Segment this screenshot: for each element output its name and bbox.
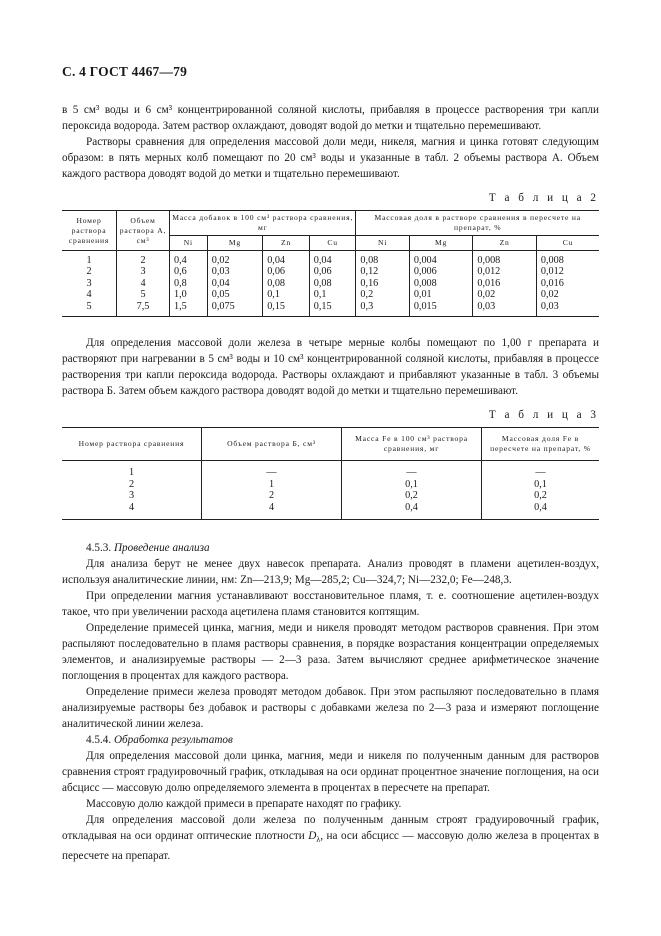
- table-cell: 0,1: [534, 478, 547, 490]
- table-cell: 0,8: [170, 278, 208, 290]
- paragraph-1: в 5 см³ воды и 6 см³ концентрированной соляной кислоты, прибавляя в процессе растворения три капли пероксида водорода. Затем раствор охлаждают, доводят водой до метки и тщательно перемешивают.: [62, 104, 599, 132]
- table-cell: 0,03: [540, 300, 559, 312]
- t3-header-mass: Масса Fe в 100 см³ раствора сравнения, мг: [342, 427, 482, 460]
- page-header: С. 4 ГОСТ 4467—79: [62, 64, 188, 79]
- table-cell: 0,004: [409, 255, 473, 267]
- table-cell: 0,016: [540, 277, 564, 289]
- table-cell: 0,2: [356, 289, 409, 301]
- paragraph-5: При определении магния устанавливают восстановительное пламя, т. е. соотношение ацетилен-воздух такое, что при увеличении расхода ацетилена пламя становится коптящим.: [62, 590, 599, 619]
- section-number: 4.5.4.: [86, 734, 112, 747]
- table-cell: 0,1: [309, 289, 356, 301]
- section-title: Обработка результатов: [113, 734, 233, 747]
- table-row: [62, 301, 599, 313]
- table-3: [62, 427, 599, 520]
- paragraph-8: Для определения массовой доли цинка, магния, меди и никеля по полученным данным для растворов сравнения строят градуировочный график, откладывая на оси ординат процентное значение поглощения, на оси абсцисс — массовую долю определяемого элемента в процентах в пересчете на препарат.: [62, 750, 599, 795]
- table-cell: 2: [62, 479, 202, 491]
- t2-col-element: Mg: [207, 236, 262, 251]
- paragraph-9: Массовую долю каждой примеси в препарате находят по графику.: [86, 798, 402, 811]
- table-cell: 0,008: [473, 255, 537, 267]
- table-cell: 0,4: [170, 255, 208, 267]
- table-cell: 0,16: [356, 278, 409, 290]
- table-row: [62, 255, 599, 267]
- spacer-cell: [409, 312, 473, 316]
- table-cell: 0,04: [207, 278, 262, 290]
- table-cell: 0,04: [263, 255, 310, 267]
- t2-col-element: Zn: [263, 236, 310, 251]
- table-cell: 1: [62, 467, 202, 479]
- spacer-row: [62, 513, 599, 520]
- document-page: [62, 64, 599, 864]
- t2-header-number: Номер раствора сравнения: [62, 211, 117, 251]
- table-cell: 5: [62, 301, 117, 313]
- table-cell: 0,02: [207, 255, 262, 267]
- table-row: [62, 502, 599, 514]
- t2-col-element: Cu: [309, 236, 356, 251]
- table-cell: 1: [202, 479, 342, 491]
- t2-body: [62, 251, 599, 317]
- t2-col-element: Ni: [170, 236, 208, 251]
- table-cell: 0,4: [342, 502, 482, 514]
- spacer-cell: [342, 513, 482, 520]
- table-cell: 0,016: [473, 278, 537, 290]
- spacer-cell: [62, 312, 117, 316]
- table-cell: 0,06: [309, 266, 356, 278]
- paragraph-7: Определение примеси железа проводят методом добавок. При этом распыляют последовательно в пламя анализируемые растворы без добавок и растворы с добавками железа по 2—3 раза и измеряют поглощение аналитической линии железа.: [62, 686, 599, 731]
- table-cell: —: [535, 466, 546, 478]
- spacer-cell: [207, 312, 262, 316]
- table-cell: 1,5: [170, 301, 208, 313]
- paragraph-3: Для определения массовой доли железа в четыре мерные колбы помещают по 1,00 г препарата и растворяют при нагревании в 5 см³ воды и 10 см³ концентрированной соляной кислоты, прибавляя в процессе растворения три капли пероксида водорода. Растворы охлаждают и прибавляют указанные в табл. 3 объемы раствора Б. Затем объем каждого раствора доводят водой до метки и тщательно перемешивают.: [62, 336, 599, 397]
- table-cell: 0,08: [356, 255, 409, 267]
- table-cell: 0,012: [540, 266, 564, 278]
- t3-body: [62, 460, 599, 519]
- table-cell: 0,012: [473, 266, 537, 278]
- t2-header-volume: Объем раствора А, см³: [117, 211, 170, 251]
- spacer-cell: [263, 312, 310, 316]
- table-cell: 1: [62, 255, 117, 267]
- table-cell: 0,02: [540, 289, 559, 301]
- table-row: [62, 289, 599, 301]
- paragraph-6: Определение примесей цинка, магния, меди и никеля проводят методом растворов сравнения. При этом распыляют последовательно в пламя растворы сравнения, в порядке возрастания концентрации определяемых элементов, и анализируемые растворы — 2—3 раза. Затем вычисляют среднее арифметическое значение поглощения в процентах для каждого раствора.: [62, 622, 599, 683]
- table-cell: 0,1: [342, 479, 482, 491]
- section-number: 4.5.3.: [86, 542, 112, 555]
- paragraph-10: [62, 812, 599, 864]
- table-cell: 1,0: [170, 289, 208, 301]
- table-row: [62, 490, 599, 502]
- table-cell: 0,02: [473, 289, 537, 301]
- table-cell: —: [202, 467, 342, 479]
- table-cell: 0,05: [207, 289, 262, 301]
- spacer-cell: [482, 513, 600, 520]
- section-4-5-4-heading: [62, 732, 599, 748]
- table-cell: 0,006: [409, 266, 473, 278]
- paragraph-10-part-a: Для определения массовой доли железа по полученным данным строят градуировочный график, откладывая на оси ординат оптические плотности: [62, 814, 599, 843]
- spacer-cell: [356, 312, 409, 316]
- table-row: [62, 467, 599, 479]
- table-cell: 4: [62, 502, 202, 514]
- t2-col-element: Cu: [536, 236, 599, 251]
- table-cell: 0,01: [409, 289, 473, 301]
- section-title: Проведение анализа: [113, 542, 210, 555]
- table-cell: 4: [202, 502, 342, 514]
- table-cell: 0,15: [309, 301, 356, 313]
- table-row: [62, 479, 599, 491]
- t2-col-element: Ni: [356, 236, 409, 251]
- optical-density-subscript: λ: [316, 835, 321, 845]
- table-cell: 0,06: [263, 266, 310, 278]
- t3-header-fraction: Массовая доля Fe в пересчете на препарат, %: [482, 427, 600, 460]
- spacer-cell: [309, 312, 356, 316]
- section-4-5-3-heading: [62, 540, 599, 556]
- t3-header-number: Номер раствора сравнения: [62, 427, 202, 460]
- paragraph-2: Растворы сравнения для определения массовой доли меди, никеля, магния и цинка готовят следующим образом: в пять мерных колб помещают по 20 см³ воды и указанные в табл. 2 объемы раствора А. Объем каждого раствора доводят водой до метки и тщательно перемешивают.: [62, 136, 599, 180]
- spacer-cell: [536, 312, 599, 316]
- table-cell: 0,04: [309, 255, 356, 267]
- spacer-cell: [62, 513, 202, 520]
- table-cell: 5: [117, 289, 170, 301]
- spacer-cell: [117, 312, 170, 316]
- t2-header-fraction: Массовая доля в растворе сравнения в пересчете на препарат, %: [356, 211, 599, 236]
- table-cell: 3: [62, 278, 117, 290]
- t2-col-element: Mg: [409, 236, 473, 251]
- table-cell: 0,4: [534, 501, 547, 513]
- table-row: [62, 266, 599, 278]
- t3-header-volume: Объем раствора Б, см³: [202, 427, 342, 460]
- table-cell: 0,03: [207, 266, 262, 278]
- spacer-cell: [202, 513, 342, 520]
- table-cell: 0,12: [356, 266, 409, 278]
- table-cell: 0,015: [409, 301, 473, 313]
- table-cell: 0,3: [356, 301, 409, 313]
- spacer-row: [62, 312, 599, 316]
- table-cell: 0,15: [263, 301, 310, 313]
- spacer-cell: [473, 312, 537, 316]
- spacer-cell: [170, 312, 208, 316]
- table-cell: 0,008: [540, 254, 564, 266]
- table-cell: 7,5: [117, 301, 170, 313]
- paragraph-10-part-b: , на оси абсцисс — массовую долю железа в процентах в пересчете на препарат.: [62, 830, 599, 863]
- table-cell: 3: [117, 266, 170, 278]
- table-cell: 3: [62, 490, 202, 502]
- table-cell: 0,008: [409, 278, 473, 290]
- table-2-caption: Т а б л и ц а 2: [488, 192, 599, 204]
- table-row: [62, 278, 599, 290]
- table-cell: 0,03: [473, 301, 537, 313]
- table-cell: 4: [62, 289, 117, 301]
- table-3-caption: Т а б л и ц а 3: [488, 408, 599, 421]
- table-cell: 0,075: [207, 301, 262, 313]
- t2-col-element: Zn: [473, 236, 537, 251]
- table-cell: 0,2: [534, 490, 547, 502]
- table-cell: 0,6: [170, 266, 208, 278]
- paragraph-4: Для анализа берут не менее двух навесок препарата. Анализ проводят в пламени ацетилен-воздух, используя аналитические линии, нм: Zn—213,9; Mg—285,2; Cu—324,7; Ni—232,0; Fe—248,3.: [62, 558, 599, 587]
- table-cell: 0,08: [263, 278, 310, 290]
- table-cell: 0,1: [263, 289, 310, 301]
- t2-header-mass: Масса добавок в 100 см³ раствора сравнения, мг: [170, 211, 356, 236]
- table-cell: 2: [202, 490, 342, 502]
- table-cell: 2: [62, 266, 117, 278]
- table-cell: 0,2: [342, 490, 482, 502]
- table-2: [62, 210, 599, 317]
- table-cell: 2: [117, 255, 170, 267]
- optical-density-symbol: D: [308, 830, 317, 843]
- table-cell: —: [342, 467, 482, 479]
- table-cell: 4: [117, 278, 170, 290]
- table-cell: 0,08: [309, 278, 356, 290]
